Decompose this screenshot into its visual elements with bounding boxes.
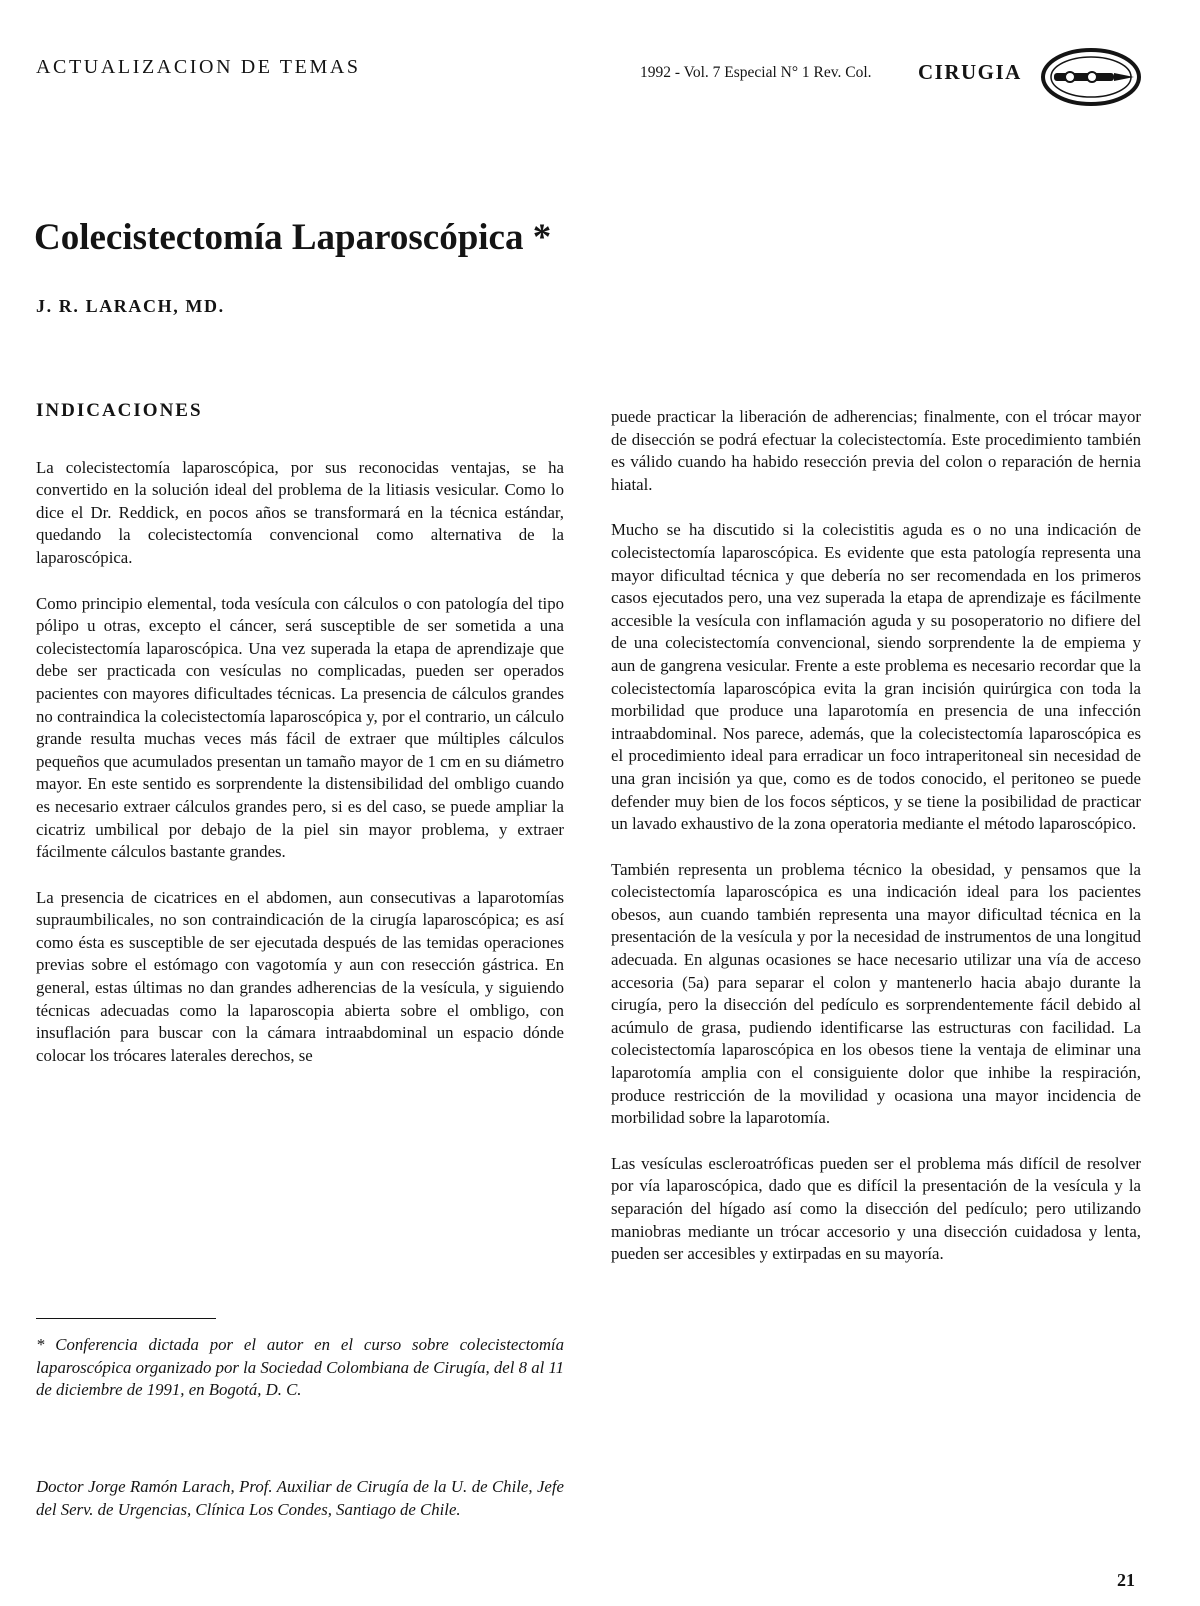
section-heading: INDICACIONES xyxy=(36,400,203,421)
left-column xyxy=(36,400,564,1090)
paragraph: Mucho se ha discutido si la colecistitis aguda es o no una indicación de colecistectomía laparoscópica. Es evidente que esta patología representa una mayor dificultad técnica y que debería no ser recomendada en los primeros casos ejecutados pero, una vez superada la etapa de aprendizaje es fácilmente accesible la vesícula con inflamación aguda y su posoperatorio no difiere del de una colecistectomía convencional, siendo sorprendente la de empiema y aun de gangrena vesicular. Frente a este problema es necesario recordar que la colecistectomía laparoscópica evita la gran incisión quirúrgica con toda la morbilidad que produce una laparotomía en presencia de una infección intraabdominal. Nos parece, además, que la colecistectomía laparoscópica es el procedimiento ideal para erradicar un foco intraperitoneal sin necesidad de una gran incisión ya que, como es de todos conocido, el peritoneo se puede defender muy bien de los focos sépticos, y se tiene la posibilidad de practicar un lavado exhaustivo de la zona operatoria mediante el método laparoscópico. xyxy=(611,520,1141,834)
author-affiliation: Doctor Jorge Ramón Larach, Prof. Auxiliar de Cirugía de la U. de Chile, Jefe del Serv. de Urgencias, Clínica Los Condes, Santiago de Chile. xyxy=(36,1477,564,1519)
paragraph: La colecistectomía laparoscópica, por sus reconocidas ventajas, se ha convertido en la solución ideal del problema de la litiasis vesicular. Como lo dice el Dr. Reddick, en pocos años se transformará en la técnica estándar, quedando la colecistectomía convencional como alternativa de la laparoscópica. xyxy=(36,457,564,567)
paragraph: Como principio elemental, toda vesícula con cálculos o con patología del tipo pólipo u otras, excepto el cáncer, será susceptible de ser sometida a una colecistectomía laparoscópica. Una vez superada la etapa de aprendizaje que debe ser practicada con vesículas no complicadas, pueden ser operados pacientes con mayores dificultades técnicas. La presencia de cálculos grandes no contraindica la colecistectomía laparoscópica y, por el contrario, un cálculo grande resulta muchas veces más fácil de extraer que múltiples cálculos pequeños que acumulados presentan un tamaño mayor de 1 cm en su diámetro mayor. En este sentido es sorprendente la distensibilidad del ombligo cuando es necesario extraer cálculos grandes pero, si es del caso, se puede ampliar la cicatriz umbilical por debajo de la piel sin mayor problema, y extraer fácilmente cálculos bastante grandes. xyxy=(36,593,564,862)
page-number: 21 xyxy=(1117,1570,1135,1590)
issue-citation: 1992 - Vol. 7 Especial N° 1 Rev. Col. xyxy=(640,64,872,81)
paragraph: También representa un problema técnico la obesidad, y pensamos que la colecistectomía laparoscópica es una indicación ideal para los pacientes obesos, aun cuando también representa una mayor dificultad técnica en la presentación de la vesícula y por la necesidad de instrumentos de una longitud adecuada. En algunas ocasiones se hace necesario utilizar una vía de acceso accesoria (5a) para separar el colon y mantenerlo hacia abajo durante la cirugía, pero la disección del pedículo es sorprendentemente fácil debido al acúmulo de grasa, pudiendo identificarse las estructuras con facilidad. La colecistectomía laparoscópica en los obesos tiene la ventaja de eliminar una laparotomía amplia con el consiguiente dolor que inhibe la respiración, produce restricción de la movilidad y ocasiona una mayor incidencia de morbilidad sobre la laparotomía. xyxy=(611,859,1141,1128)
footnote-divider xyxy=(36,1318,216,1319)
paragraph: Las vesículas escleroatróficas pueden ser el problema más difícil de resolver por vía laparoscópica, dado que es difícil la presentación de la vesícula y la separación del hígado así como la disección del pedículo; pero utilizando maniobras mediante un trócar accesorio y una disección cuidadosa y lenta, pueden ser accesibles y extirpadas en su mayoría. xyxy=(611,1153,1141,1264)
footnote: * Conferencia dictada por el autor en el curso sobre colecistectomía laparoscópica organizado por la Sociedad Colombiana de Cirugía, del 8 al 11 de diciembre de 1991, en Bogotá, D. C. xyxy=(36,1335,564,1400)
paragraph: puede practicar la liberación de adherencias; finalmente, con el trócar mayor de disección se podrá efectuar la colecistectomía. Este procedimiento también es válido cuando ha habido resección previa del colon o reparación de hernia hiatal. xyxy=(611,407,1141,494)
right-column xyxy=(611,406,1141,1289)
paragraph: La presencia de cicatrices en el abdomen, aun consecutivas a laparotomías supraumbilicales, no son contraindicación de la cirugía laparoscópica; es así como ésta es susceptible de ser ejecutada después de las temidas operaciones previas sobre el estómago con vagotomía y aun con resección gástrica. En general, estas últimas no dan grandes adherencias de la vesícula, y siguiendo técnicas adecuadas como la laparoscopia abierta sobre el ombligo, con insuflación para buscar con la cámara intraabdominal un espacio dónde colocar los trócares laterales derechos, se xyxy=(36,887,564,1065)
section-label: ACTUALIZACION DE TEMAS xyxy=(36,56,361,78)
journal-name: CIRUGIA xyxy=(918,60,1022,84)
article-title: Colecistectomía Laparoscópica * xyxy=(34,217,552,258)
scalpel-emblem-icon xyxy=(1040,46,1142,108)
author-byline: J. R. LARACH, MD. xyxy=(36,296,225,316)
